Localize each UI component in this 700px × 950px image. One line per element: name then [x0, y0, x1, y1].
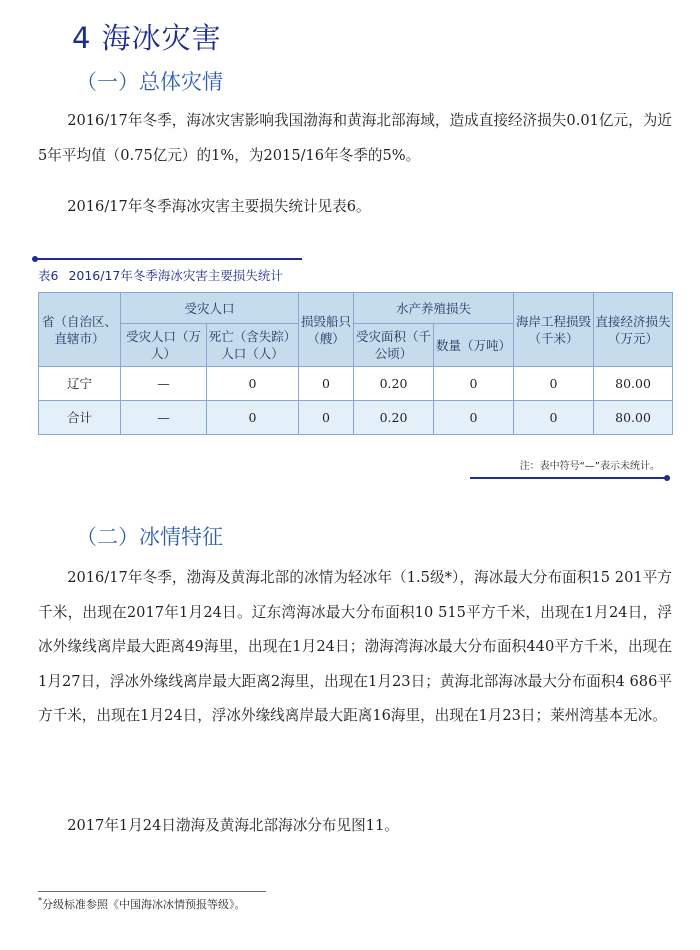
cell-aqua-qty: 0 — [434, 401, 514, 435]
cell-aqua-area: 0.20 — [354, 401, 434, 435]
cell-region: 合计 — [39, 401, 121, 435]
table-caption-number: 表6 — [38, 268, 59, 283]
header-ships: 损毁船只（艘） — [299, 293, 354, 367]
section1-paragraph-1: 2016/17年冬季，海冰灾害影响我国渤海和黄海北部海域，造成直接经济损失0.01亿元，为近5年平均值（0.75亿元）的1%，为2015/16年冬季的5%。 — [38, 112, 672, 164]
header-pop-group: 受灾人口 — [121, 293, 299, 324]
header-region: 省（自治区、直辖市） — [39, 293, 121, 367]
cell-pop-affected: — — [121, 367, 207, 401]
note-rule — [470, 477, 666, 479]
cell-ships: 0 — [299, 367, 354, 401]
header-coast: 海岸工程损毁（千米） — [514, 293, 594, 367]
section1-heading: （一）总体灾情 — [76, 70, 223, 94]
header-pop-dead: 死亡（含失踪）人口（人） — [207, 324, 299, 367]
cell-ships: 0 — [299, 401, 354, 435]
table-caption-text: 2016/17年冬季海冰灾害主要损失统计 — [68, 268, 283, 283]
cell-pop-affected: — — [121, 401, 207, 435]
section2-paragraph-2: 2017年1月24日渤海及黄海北部海冰分布见图11。 — [67, 817, 399, 834]
cell-pop-dead: 0 — [207, 401, 299, 435]
table-row — [39, 401, 673, 435]
footnote-mark: * — [38, 896, 42, 905]
loss-table — [38, 292, 673, 435]
cell-loss: 80.00 — [594, 401, 673, 435]
cell-loss: 80.00 — [594, 367, 673, 401]
footnote-rule — [38, 891, 266, 892]
cell-aqua-qty: 0 — [434, 367, 514, 401]
header-aqua-area: 受灾面积（千公顷） — [354, 324, 434, 367]
cell-coast: 0 — [514, 401, 594, 435]
caption-rule — [36, 258, 302, 260]
section2-paragraph-1: 2016/17年冬季，渤海及黄海北部的冰情为轻冰年（1.5级*），海冰最大分布面积15 201平方千米，出现在2017年1月24日。辽东湾海冰最大分布面积10 515平方千米，出现在1月24日，浮冰外缘线离岸最大距离49海里，出现在1月24日；渤海湾海冰最大分布面积440平方千米，出现在1月27日，浮冰外缘线离岸最大距离2海里，出现在1月23日；黄海北部海冰最大分布面积4 686平方千米，出现在1月24日，浮冰外缘线离岸最大距离16海里，出现在1月23日；莱州湾基本无冰。 — [38, 569, 672, 724]
header-pop-affected: 受灾人口（万人） — [121, 324, 207, 367]
note-dot — [664, 475, 670, 481]
cell-coast: 0 — [514, 367, 594, 401]
section1-paragraph-2: 2016/17年冬季海冰灾害主要损失统计见表6。 — [67, 198, 371, 215]
cell-region: 辽宁 — [39, 367, 121, 401]
table-note: 注：表中符号“—”表示未统计。 — [519, 461, 660, 472]
footnote — [38, 896, 246, 912]
header-aqua-group: 水产养殖损失 — [354, 293, 514, 324]
cell-aqua-area: 0.20 — [354, 367, 434, 401]
chapter-title: 4 海冰灾害 — [72, 21, 222, 55]
table-caption — [38, 266, 283, 284]
cell-pop-dead: 0 — [207, 367, 299, 401]
header-aqua-qty: 数量（万吨） — [434, 324, 514, 367]
section2-heading: （二）冰情特征 — [76, 525, 223, 549]
header-loss: 直接经济损失（万元） — [594, 293, 673, 367]
footnote-text: 分级标准参照《中国海冰冰情预报等级》。 — [42, 898, 246, 911]
table-row — [39, 367, 673, 401]
